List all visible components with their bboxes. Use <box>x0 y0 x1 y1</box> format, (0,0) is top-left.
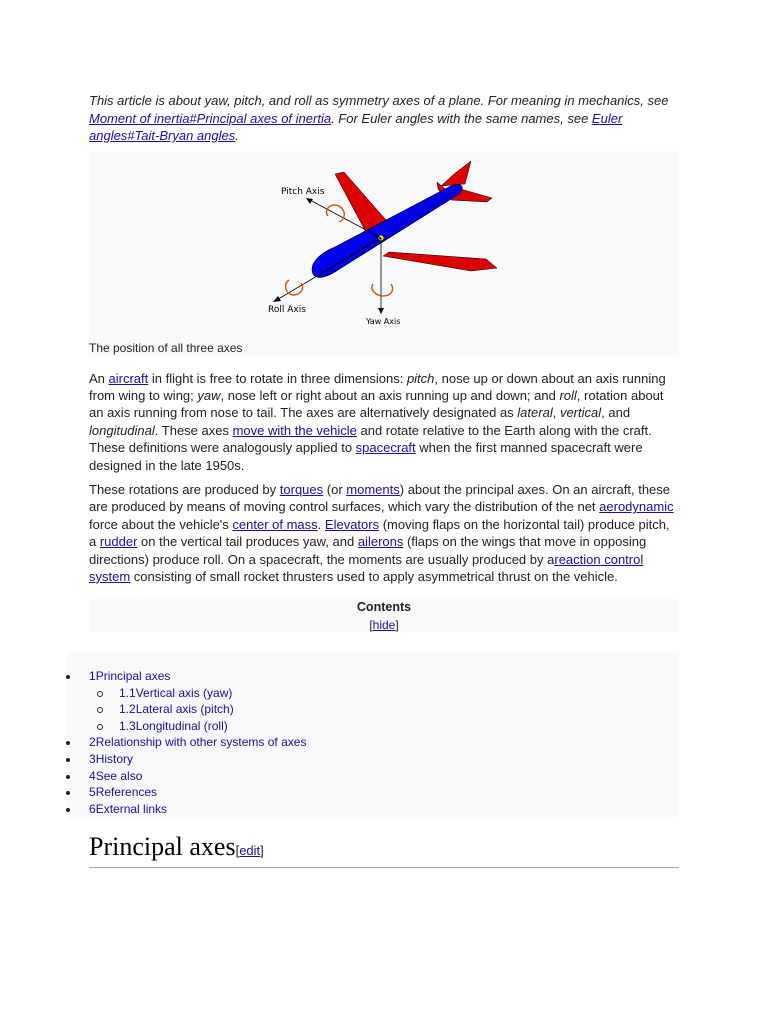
roll-rotation-arrow <box>286 280 303 295</box>
paragraph-text: These rotations are produced by <box>89 481 280 497</box>
paragraph-text: on the vertical tail produces yaw, and <box>137 534 358 550</box>
term-lateral: lateral <box>517 405 553 421</box>
paragraph-2 <box>89 481 679 585</box>
link-reaction-control-system[interactable]: reaction control system <box>89 551 644 584</box>
toc-label: Vertical axis (yaw) <box>135 685 233 700</box>
yaw-rotation-arrow <box>372 284 393 296</box>
toc-number: 1.1 <box>119 685 136 700</box>
section-title: Principal axes <box>89 832 236 861</box>
toc-hide-link[interactable]: hide <box>372 618 396 633</box>
hatnote-text: . <box>235 128 239 143</box>
link-euler-angles[interactable]: Euler angles#Tait-Bryan angles <box>89 110 623 143</box>
toc-item-vertical-axis[interactable] <box>66 685 306 702</box>
figure-box <box>89 151 679 356</box>
paragraph-text: , rotation about an axis running from nose to tail. The axes are alternatively designated as <box>89 387 664 421</box>
link-moment-of-inertia[interactable]: Moment of inertia#Principal axes of inertia <box>89 110 332 126</box>
term-yaw: yaw <box>197 387 221 403</box>
airplane-diagram <box>261 156 501 336</box>
toc-number: 4 <box>89 768 96 783</box>
toc-label: External links <box>95 801 168 816</box>
paragraph-text: force about the vehicle's <box>89 516 233 532</box>
toc-item-relationship[interactable] <box>66 734 306 751</box>
toc-hide-control: [hide] <box>369 618 399 633</box>
link-spacecraft[interactable]: spacecraft <box>355 440 416 456</box>
paragraph-text: , nose up or down about an axis running from wing to wing; <box>89 370 666 403</box>
yaw-axis-label: Yaw Axis <box>366 316 401 326</box>
paragraph-text: when the first manned spacecraft were designed in the late 1950s. <box>89 440 643 473</box>
toc-item-lateral-axis[interactable] <box>66 701 306 718</box>
toc-label: References <box>95 785 158 800</box>
toc-number: 1.2 <box>119 702 136 717</box>
paragraph-text: (flaps on the wings that move in opposing directions) produce roll. On a spacecraft, the moments are usually produced by a <box>89 534 647 567</box>
right-wing <box>383 252 497 271</box>
link-aerodynamic[interactable]: aerodynamic <box>599 499 674 515</box>
roll-axis-arrowhead <box>273 296 281 302</box>
paragraph-1 <box>89 370 679 474</box>
toc-number: 1 <box>89 669 96 683</box>
section-edit: [edit] <box>235 843 264 858</box>
toc-number: 3 <box>89 751 96 766</box>
toc-item-longitudinal[interactable] <box>66 718 306 735</box>
toc-number: 5 <box>89 785 96 800</box>
toc-item-external-links[interactable] <box>66 801 306 818</box>
hatnote <box>89 92 679 145</box>
link-move-with-vehicle[interactable]: move with the vehicle <box>232 422 357 438</box>
paragraph-text: . These axes <box>154 422 233 438</box>
bullet-icon <box>66 675 70 679</box>
roll-axis-line <box>275 238 381 301</box>
link-elevators[interactable]: Elevators <box>324 516 380 532</box>
term-pitch: pitch <box>406 370 435 386</box>
link-rudder[interactable]: rudder <box>99 534 138 550</box>
paragraph-text: . <box>317 516 325 532</box>
paragraph-text: An <box>89 370 109 386</box>
toc-label: See also <box>95 768 143 783</box>
term-longitudinal: longitudinal <box>89 422 155 438</box>
term-vertical: vertical <box>559 405 602 421</box>
toc-item-references[interactable] <box>66 784 306 801</box>
section-heading <box>89 830 679 868</box>
circle-bullet-icon <box>97 724 103 730</box>
link-aircraft[interactable]: aircraft <box>108 370 149 386</box>
bullet-icon <box>66 758 70 762</box>
section-edit-link[interactable]: edit <box>239 843 261 858</box>
toc-item-principal-axes[interactable] <box>66 668 306 685</box>
term-roll: roll <box>559 387 577 403</box>
toc-header <box>89 597 679 632</box>
toc-number: 2 <box>89 735 96 750</box>
yaw-axis-arrowhead <box>378 308 384 314</box>
paragraph-text: in flight is free to rotate in three dimensions: <box>148 370 407 386</box>
toc-label: History <box>95 751 134 766</box>
toc-title: Contents <box>356 600 412 615</box>
bullet-icon <box>66 791 70 795</box>
link-moments[interactable]: moments <box>346 481 400 497</box>
paragraph-text: , nose left or right about an axis running up and down; and <box>220 387 560 403</box>
circle-bullet-icon <box>97 691 103 697</box>
paragraph-text: (moving flaps on the horizontal tail) produce pitch, a <box>89 516 670 550</box>
toc-list <box>66 668 306 817</box>
bullet-icon <box>66 775 70 779</box>
link-torques[interactable]: torques <box>279 481 324 497</box>
bullet-icon <box>66 808 70 812</box>
figure-caption: The position of all three axes <box>89 340 243 355</box>
article-body <box>89 92 679 632</box>
pitch-axis-label: Pitch Axis <box>281 186 325 197</box>
link-center-of-mass[interactable]: center of mass <box>232 516 318 532</box>
paragraph-text: and rotate relative to the Earth along with the craft. These definitions were analogously applied to <box>89 422 652 456</box>
circle-bullet-icon <box>97 707 103 713</box>
paragraph-text: , <box>552 405 560 421</box>
hatnote-text: This article is about yaw, pitch, and roll as symmetry axes of a plane. For meaning in mechanics, see <box>89 93 669 108</box>
paragraph-text: (or <box>323 481 347 497</box>
toc-label: Longitudinal (roll) <box>135 718 228 733</box>
toc-label: Lateral axis (pitch) <box>135 702 234 717</box>
paragraph-text: consisting of small rocket thrusters used to apply asymmetrical thrust on the vehicle. <box>130 568 618 584</box>
hatnote-text: . For Euler angles with the same names, see <box>331 110 592 126</box>
toc-label: Relationship with other systems of axes <box>95 735 307 750</box>
toc-label: Principal axes <box>95 669 171 683</box>
vertical-tail <box>441 161 471 186</box>
bullet-icon <box>66 741 70 745</box>
link-ailerons[interactable]: ailerons <box>357 534 404 550</box>
toc-item-history[interactable] <box>66 751 306 768</box>
roll-axis-label: Roll Axis <box>268 304 306 315</box>
paragraph-text: , and <box>601 405 631 421</box>
toc-number: 1.3 <box>119 718 136 733</box>
paragraph-text: ) about the principal axes. On an aircraft, these are produced by means of moving control surfaces, which vary the distribution of the net <box>89 481 671 515</box>
toc-item-see-also[interactable] <box>66 768 306 785</box>
toc-number: 6 <box>89 801 96 816</box>
